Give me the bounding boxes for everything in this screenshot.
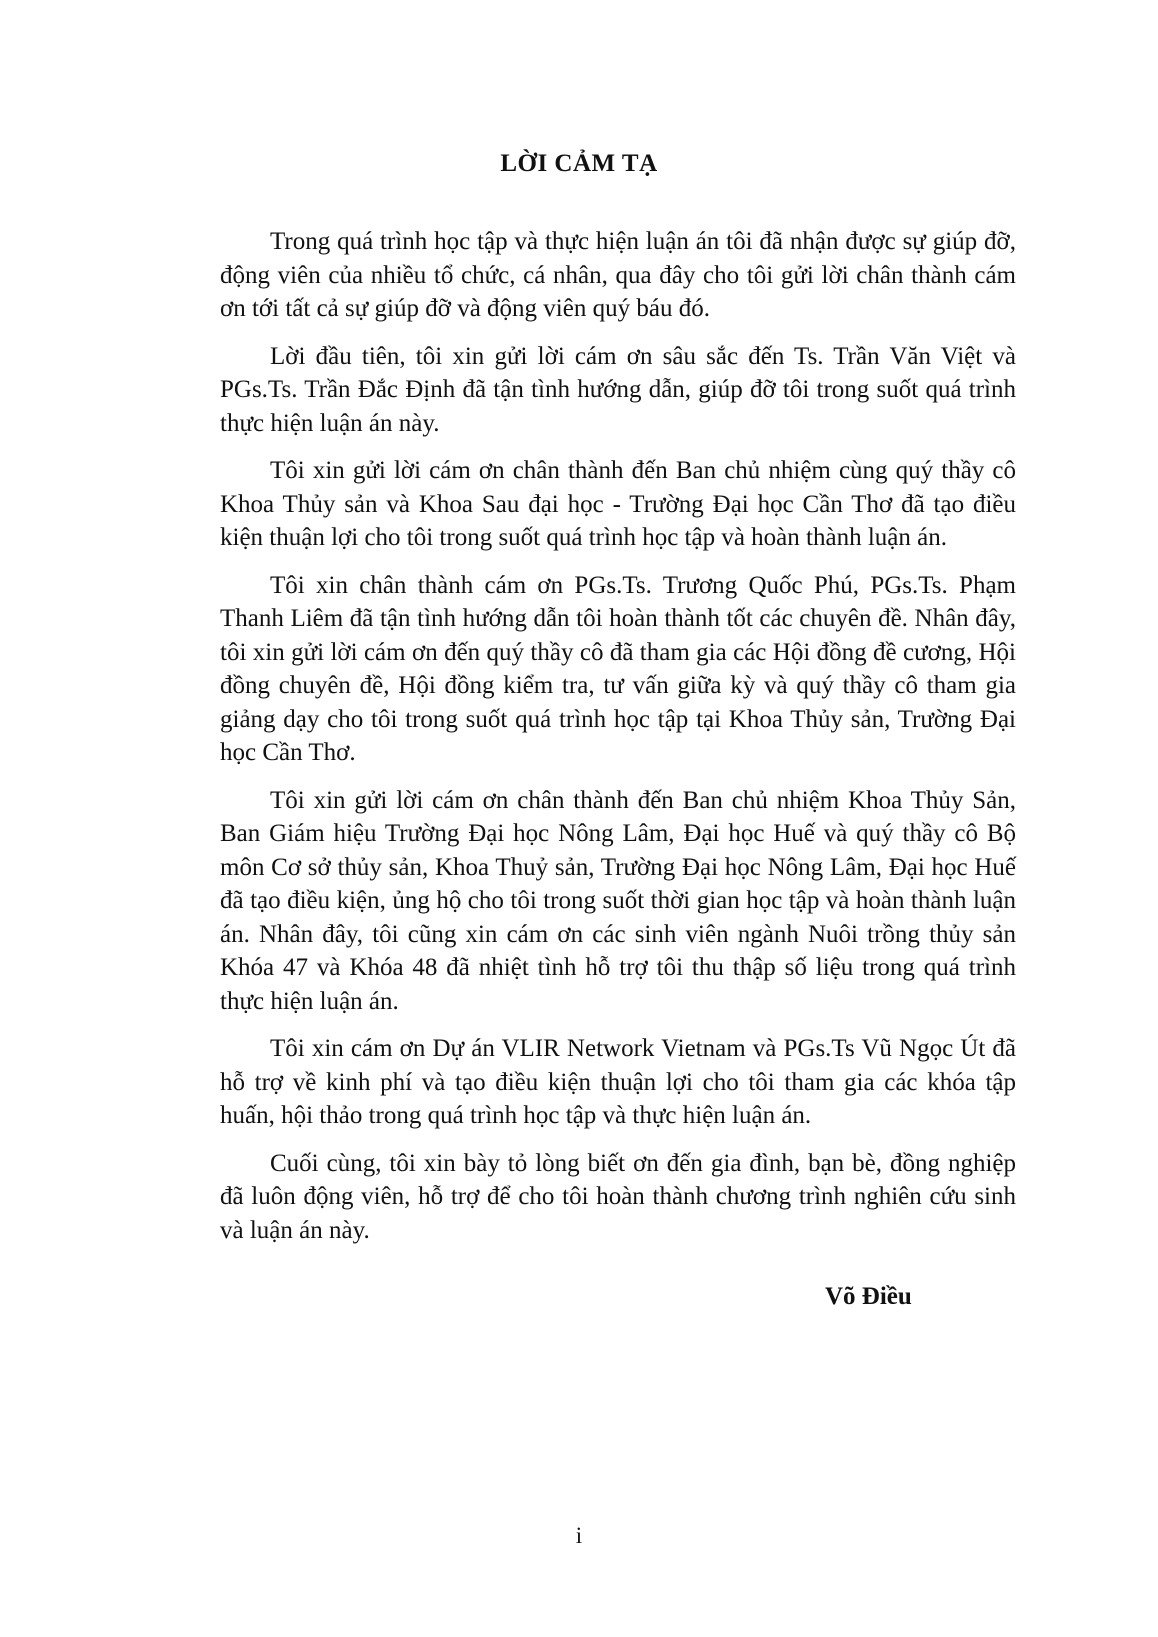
paragraph-5: Tôi xin gửi lời cám ơn chân thành đến Ban chủ nhiệm Khoa Thủy Sản, Ban Giám hiệu Trường Đại học Nông Lâm, Đại học Huế và quý thầy cô Bộ môn Cơ sở thủy sản, Khoa Thuỷ sản, Trường Đại học Nông Lâm, Đại học Huế đã tạo điều kiện, ủng hộ cho tôi trong suốt thời gian học tập và hoàn thành luận án. Nhân đây, tôi cũng xin cám ơn các sinh viên ngành Nuôi trồng thủy sản Khóa 47 và Khóa 48 đã nhiệt tình hỗ trợ tôi thu thập số liệu trong quá trình thực hiện luận án.: [220, 786, 1016, 1015]
paragraph-7: Cuối cùng, tôi xin bày tỏ lòng biết ơn đến gia đình, bạn bè, đồng nghiệp đã luôn động viên, hỗ trợ để cho tôi hoàn thành chương trình nghiên cứu sinh và luận án này.: [220, 1149, 1016, 1244]
paragraph-6: Tôi xin cám ơn Dự án VLIR Network Vietnam và PGs.Ts Vũ Ngọc Út đã hỗ trợ về kinh phí và tạo điều kiện thuận lợi cho tôi tham gia các khóa tập huấn, hội thảo trong quá trình học tập và thực hiện luận án.: [220, 1035, 1016, 1129]
paragraph-1: Trong quá trình học tập và thực hiện luận án tôi đã nhận được sự giúp đỡ, động viên của nhiều tổ chức, cá nhân, qua đây cho tôi gửi lời chân thành cám ơn tới tất cả sự giúp đỡ và động viên quý báu đó.: [220, 228, 1016, 322]
paragraph-2: Lời đầu tiên, tôi xin gửi lời cám ơn sâu sắc đến Ts. Trần Văn Việt và PGs.Ts. Trần Đắc Định đã tận tình hướng dẫn, giúp đỡ tôi trong suốt quá trình thực hiện luận án này.: [220, 342, 1016, 437]
acknowledgement-body: [220, 225, 1016, 1261]
page-title: LỜI CẢM TẠ: [500, 150, 658, 177]
page-number: i: [575, 1523, 583, 1548]
paragraph-3: Tôi xin gửi lời cám ơn chân thành đến Ban chủ nhiệm cùng quý thầy cô Khoa Thủy sản và Khoa Sau đại học - Trường Đại học Cần Thơ đã tạo điều kiện thuận lợi cho tôi trong suốt quá trình học tập và hoàn thành luận án.: [220, 457, 1016, 551]
paragraph-4: Tôi xin chân thành cám ơn PGs.Ts. Trương Quốc Phú, PGs.Ts. Phạm Thanh Liêm đã tận tình hướng dẫn tôi hoàn thành tốt các chuyên đề. Nhân đây, tôi xin gửi lời cám ơn đến quý thầy cô đã tham gia các Hội đồng đề cương, Hội đồng chuyên đề, Hội đồng kiểm tra, tư vấn giữa kỳ và quý thầy cô tham gia giảng dạy cho tôi trong suốt quá trình học tập tại Khoa Thủy sản, Trường Đại học Cần Thơ.: [220, 571, 1016, 766]
author-signature: Võ Điều: [825, 1283, 912, 1310]
